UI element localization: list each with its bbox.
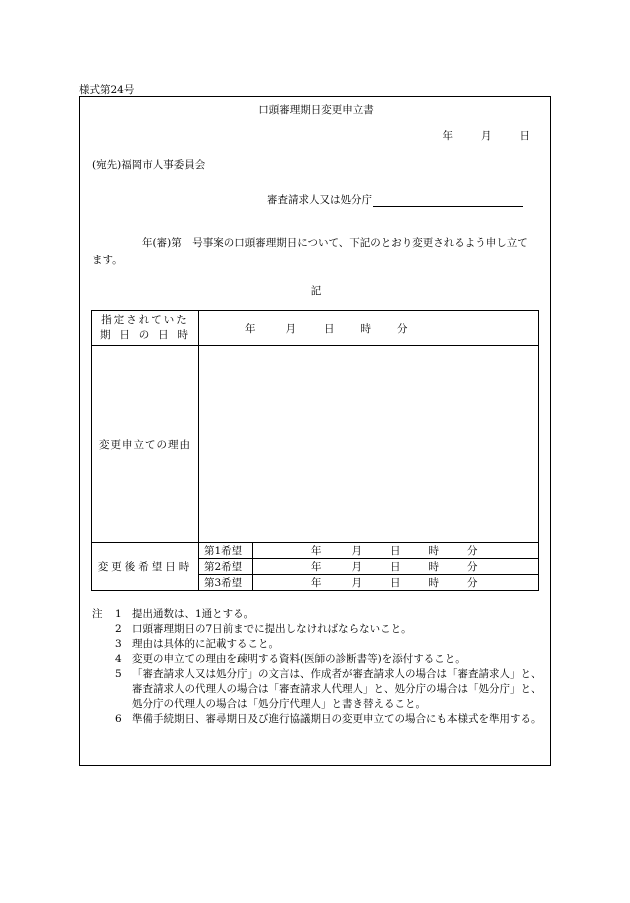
reason-row — [92, 346, 539, 543]
unit-hour: 時 — [428, 545, 439, 557]
unit-year: 年 — [311, 561, 322, 573]
wish-2-value[interactable] — [253, 559, 539, 575]
wish-label: 変更後希望日時 — [92, 543, 199, 591]
unit-month: 月 — [351, 545, 362, 557]
designated-datetime-row — [92, 311, 539, 346]
unit-month: 月 — [285, 322, 296, 335]
label-char: の — [138, 329, 152, 341]
unit-month: 月 — [351, 561, 362, 573]
unit-day: 日 — [390, 561, 401, 573]
note-number: 3 — [115, 638, 122, 650]
note-number: 4 — [115, 653, 122, 665]
form-number: 様式第24号 — [79, 84, 135, 96]
requester-signature-line[interactable] — [373, 196, 523, 207]
reason-field[interactable] — [199, 346, 539, 543]
designated-label-line2 — [92, 328, 198, 343]
ki-heading: 記 — [310, 285, 322, 297]
notes-head: 注 — [92, 608, 103, 620]
requester-label: 審査請求人又は処分庁 — [267, 194, 372, 206]
note-item — [92, 667, 542, 712]
date-year: 年 — [442, 130, 453, 142]
date-day: 日 — [519, 130, 530, 142]
unit-day: 日 — [390, 577, 401, 589]
designated-datetime-label — [92, 311, 199, 346]
body-text: 年(審)第 号事案の口頭審理期日について、下記のとおり変更されるよう申し立てます。 — [92, 237, 528, 266]
note-text: 理由は具体的に記載すること。 — [132, 638, 279, 650]
note-number: 6 — [115, 713, 122, 725]
unit-day: 日 — [390, 545, 401, 557]
addressee: (宛先)福岡市人事委員会 — [92, 159, 206, 171]
note-item — [92, 652, 542, 667]
unit-year: 年 — [311, 577, 322, 589]
note-text: 変更の申立ての理由を疎明する資料(医師の診断書等)を添付すること。 — [132, 653, 466, 665]
reason-label: 変更申立ての理由 — [92, 346, 199, 543]
note-text: 準備手続期日、審尋期日及び進行協議期日の変更申立ての場合にも本様式を準用する。 — [132, 713, 542, 725]
designated-datetime-value[interactable] — [199, 311, 539, 346]
date-month: 月 — [481, 130, 492, 142]
note-item — [92, 637, 542, 652]
unit-hour: 時 — [360, 322, 371, 335]
note-item — [92, 607, 542, 622]
note-text: 「審査請求人又は処分庁」の文言は、作成者が審査請求人の場合は「審査請求人」と、審査請求人の代理人の場合は「審査請求人代理人」と、処分庁の場合は「処分庁」と、処分庁の代理人の場合は「処分庁代理人」と書き替えること。 — [132, 668, 542, 710]
note-item — [92, 622, 542, 637]
unit-minute: 分 — [467, 545, 478, 557]
label-char: 時 — [177, 329, 190, 341]
unit-year: 年 — [311, 545, 322, 557]
form-title: 口頭審理期日変更申立書 — [258, 104, 374, 116]
label-char: 期 — [100, 329, 113, 341]
unit-minute: 分 — [467, 561, 478, 573]
unit-minute: 分 — [467, 577, 478, 589]
unit-hour: 時 — [428, 561, 439, 573]
unit-hour: 時 — [428, 577, 439, 589]
note-text: 提出通数は、1通とする。 — [132, 608, 255, 620]
form-frame — [79, 96, 551, 766]
date-line — [443, 128, 531, 143]
wish-row-1 — [92, 543, 539, 559]
unit-day: 日 — [324, 322, 335, 335]
wish-1-value[interactable] — [253, 543, 539, 559]
unit-month: 月 — [351, 577, 362, 589]
wish-3-value[interactable] — [253, 575, 539, 591]
requester-line — [267, 192, 523, 207]
note-number: 5 — [115, 668, 122, 680]
wish-2-label: 第2希望 — [199, 559, 253, 575]
request-table — [91, 310, 539, 591]
note-item — [92, 712, 542, 727]
label-char: 日 — [119, 329, 132, 341]
note-number: 2 — [115, 623, 122, 635]
wish-3-label: 第3希望 — [199, 575, 253, 591]
label-char: 日 — [158, 329, 171, 341]
notes — [92, 607, 542, 727]
note-text: 口頭審理期日の7日前までに提出しなければならないこと。 — [132, 623, 412, 635]
designated-label-line1: 指定されていた — [101, 314, 189, 326]
wish-1-label: 第1希望 — [199, 543, 253, 559]
note-number: 1 — [115, 608, 122, 620]
unit-year: 年 — [245, 322, 256, 335]
unit-minute: 分 — [397, 322, 408, 335]
